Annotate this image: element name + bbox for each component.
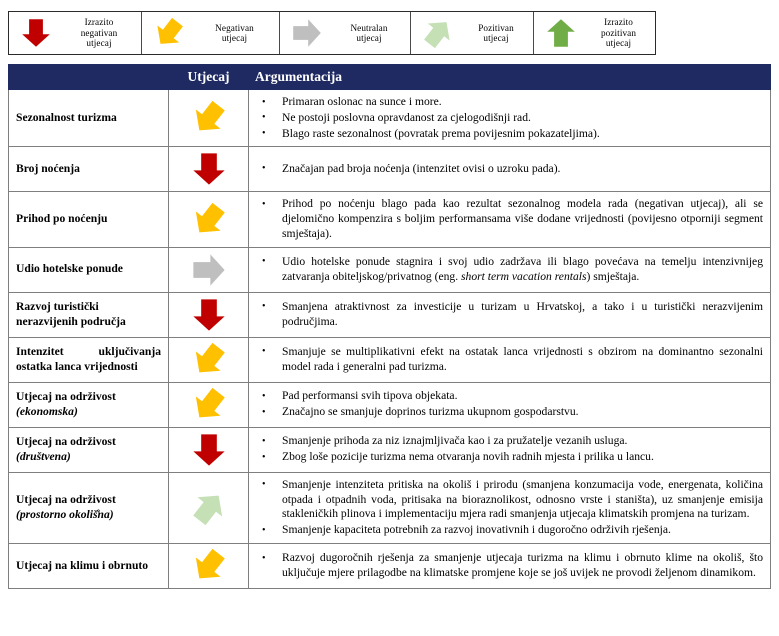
table-body xyxy=(9,90,771,589)
argument-item: • Pad performansi svih tipova objekata. xyxy=(256,389,763,404)
row-impact-cell xyxy=(169,382,249,427)
arrow-right-gray-icon xyxy=(192,253,226,287)
row-label xyxy=(9,337,169,382)
row-label xyxy=(9,427,169,472)
argument-item: • Značajno se smanjuje doprinos turizma ukupnom gospodarstvu. xyxy=(256,405,763,420)
table-header-row xyxy=(9,65,771,90)
table-row xyxy=(9,543,771,588)
argument-item: • Zbog loše pozicije turizma nema otvaranja novih radnih mjesta i prilika u lancu. xyxy=(256,450,763,465)
row-label xyxy=(9,192,169,247)
argument-item: • Smanjenje kapaciteta potrebnih za razvoj inovativnih i dugoročno održivih rješenja. xyxy=(256,523,763,538)
row-label-text: Intenzitet uključivanja ostatka lanca vrijednosti xyxy=(16,345,161,373)
arrow-right-gray-icon xyxy=(284,18,330,48)
row-label-text: Razvoj turistički nerazvijenih područja xyxy=(16,300,126,328)
legend-item-label: Negativan utjecaj xyxy=(215,22,254,43)
table-row xyxy=(9,192,771,247)
argument-list xyxy=(256,434,763,465)
arrow-down-yellow-icon xyxy=(192,388,226,422)
row-label xyxy=(9,472,169,543)
impact-table xyxy=(8,64,771,589)
table-head xyxy=(9,65,771,90)
arrow-up-green-icon xyxy=(538,18,584,48)
row-impact-cell xyxy=(169,292,249,337)
header-argumentation: Argumentacija xyxy=(249,65,771,90)
row-label xyxy=(9,90,169,147)
row-label xyxy=(9,247,169,292)
argument-item: • Prihod po noćenju blago pada kao rezultat sezonalnog modela rada (negativan utjecaj), ali se djelomično kompenzira s boljim performansama više dodane vrijednosti (povijesno otporniji segment smještaja). xyxy=(256,197,763,241)
argument-list xyxy=(256,95,763,141)
row-argumentation-cell xyxy=(249,147,771,192)
row-impact-cell xyxy=(169,147,249,192)
row-label-text: Utjecaj na održivost xyxy=(16,390,116,404)
impact-table-wrapper xyxy=(8,64,770,589)
argument-item: • Blago raste sezonalnost (povratak prema povijesnim pokazateljima). xyxy=(256,127,763,142)
row-argumentation-cell xyxy=(249,382,771,427)
argument-list xyxy=(256,389,763,420)
argument-item: • Smanjenje intenziteta pritiska na okoliš i prirodu (smanjena konzumacija vode, energenata, količina otpada i otpadnih voda, pritisaka na bioraznolikost, odnosno vrste i staništa), uz smanjenje emisija stakleničkih plinova i implementaciju mjera radi smanjenja utjecaja klimatskih promjena na turizam. xyxy=(256,478,763,522)
row-label-text: Utjecaj na održivost xyxy=(16,493,116,507)
legend-item-label: Pozitivan utjecaj xyxy=(478,22,514,43)
arrow-down-red-icon xyxy=(192,298,226,332)
row-label xyxy=(9,382,169,427)
row-argumentation-cell xyxy=(249,472,771,543)
impact-legend xyxy=(8,11,656,55)
row-sublabel-text: (društvena) xyxy=(16,449,71,463)
arrow-down-yellow-icon xyxy=(192,101,226,135)
row-label-text: Broj noćenja xyxy=(16,162,80,176)
row-sublabel-text: (ekonomska) xyxy=(16,404,78,418)
row-label-text: Udio hotelske ponude xyxy=(16,262,123,276)
row-label-text: Prihod po noćenju xyxy=(16,212,108,226)
table-row xyxy=(9,147,771,192)
argument-list xyxy=(256,478,763,538)
row-impact-cell xyxy=(169,427,249,472)
header-blank xyxy=(9,65,169,90)
argument-list xyxy=(256,345,763,375)
argument-item: • Razvoj dugoročnih rješenja za smanjenje utjecaja turizma na klimu i obrnuto klime na okoliš, što uključuje mjere prilagodbe na klimatske promjene koje se još uvijek ne provodi željenom dinamikom. xyxy=(256,551,763,581)
arrow-down-red-icon xyxy=(13,18,59,48)
legend-item-2 xyxy=(280,12,411,54)
legend-item-label: Izrazito negativan utjecaj xyxy=(80,17,118,49)
table-row xyxy=(9,292,771,337)
legend-item-label: Izrazito pozitivan utjecaj xyxy=(600,17,637,49)
argument-item: • Značajan pad broja noćenja (intenzitet ovisi o uzroku pada). xyxy=(256,162,763,177)
row-impact-cell xyxy=(169,247,249,292)
row-argumentation-cell xyxy=(249,427,771,472)
argument-item: • Udio hotelske ponude stagnira i svoj udio zadržava ili blago povećava na temelju intenzivnijeg zatvaranja obiteljskog/privatnog (eng. short term vacation rentals) smještaja. xyxy=(256,255,763,285)
row-impact-cell xyxy=(169,472,249,543)
row-argumentation-cell xyxy=(249,192,771,247)
header-impact: Utjecaj xyxy=(169,65,249,90)
argument-item: • Ne postoji poslovna opravdanost za cjelogodišnji rad. xyxy=(256,111,763,126)
table-row xyxy=(9,337,771,382)
row-argumentation-cell xyxy=(249,247,771,292)
table-row xyxy=(9,90,771,147)
row-label xyxy=(9,543,169,588)
argument-item: • Smanjenje prihoda za niz iznajmljivača kao i za pružatelje vezanih usluga. xyxy=(256,434,763,449)
row-sublabel-text: (prostorno okoliš̊na) xyxy=(16,507,114,521)
row-impact-cell xyxy=(169,337,249,382)
arrow-down-red-icon xyxy=(192,152,226,186)
row-argumentation-cell xyxy=(249,337,771,382)
table-row xyxy=(9,427,771,472)
arrow-up-lightgreen-icon xyxy=(415,18,461,48)
row-impact-cell xyxy=(169,543,249,588)
row-label-text: Utjecaj na klimu i obrnuto xyxy=(16,558,149,572)
argument-list xyxy=(256,255,763,285)
row-argumentation-cell xyxy=(249,292,771,337)
row-label xyxy=(9,292,169,337)
argument-list xyxy=(256,197,763,241)
arrow-down-red-icon xyxy=(192,433,226,467)
row-label xyxy=(9,147,169,192)
argument-list xyxy=(256,551,763,581)
table-row xyxy=(9,247,771,292)
legend-item-1 xyxy=(142,12,280,54)
legend-item-3 xyxy=(411,12,534,54)
legend-item-0 xyxy=(9,12,142,54)
argument-item: • Smanjena atraktivnost za investicije u turizam u Hrvatskoj, a tako i u turistički nerazvijenim područjima. xyxy=(256,300,763,330)
row-label-text: Sezonalnost turizma xyxy=(16,110,117,124)
arrow-down-yellow-icon xyxy=(192,203,226,237)
legend-item-4 xyxy=(534,12,655,54)
argument-item: • Primaran oslonac na sunce i more. xyxy=(256,95,763,110)
row-impact-cell xyxy=(169,192,249,247)
argument-item: • Smanjuje se multiplikativni efekt na ostatak lanca vrijednosti s obzirom na dominantno sezonalni model rada i generalni pad turizma. xyxy=(256,345,763,375)
argument-list xyxy=(256,162,763,177)
row-argumentation-cell xyxy=(249,543,771,588)
arrow-down-yellow-icon xyxy=(192,549,226,583)
arrow-down-yellow-icon xyxy=(192,343,226,377)
table-row xyxy=(9,472,771,543)
arrow-up-lightgreen-icon xyxy=(192,491,226,525)
argument-list xyxy=(256,300,763,330)
row-impact-cell xyxy=(169,90,249,147)
table-row xyxy=(9,382,771,427)
arrow-down-yellow-icon xyxy=(146,18,192,48)
legend-item-label: Neutralan utjecaj xyxy=(350,22,388,43)
row-argumentation-cell xyxy=(249,90,771,147)
row-label-text: Utjecaj na održivost xyxy=(16,435,116,449)
